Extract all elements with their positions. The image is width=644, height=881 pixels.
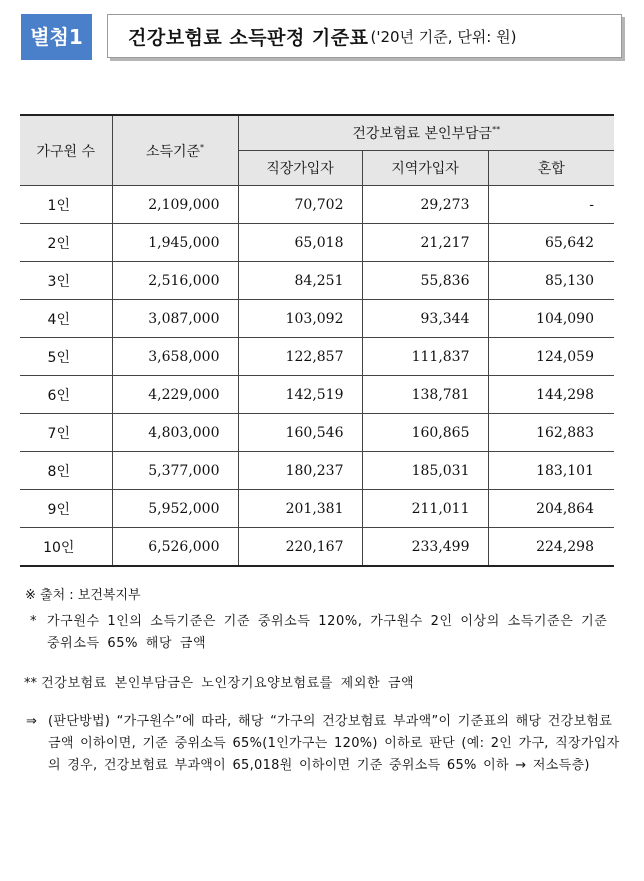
cell-household: 1인: [20, 186, 112, 224]
cell-income: 2,516,000: [112, 262, 238, 300]
footnote-2-mark: **: [24, 676, 37, 691]
arrow-icon: ⇒: [26, 714, 37, 729]
footnote-1: [30, 611, 626, 655]
cell-household: 9인: [20, 490, 112, 528]
cell-household: 7인: [20, 414, 112, 452]
cell-regional: 233,499: [362, 528, 488, 567]
cell-employee: 70,702: [238, 186, 362, 224]
cell-mixed: 204,864: [488, 490, 614, 528]
cell-employee: 220,167: [238, 528, 362, 567]
page-subtitle: ('20년 기준, 단위: 원): [370, 27, 517, 46]
cell-income: 2,109,000: [112, 186, 238, 224]
cell-mixed: 224,298: [488, 528, 614, 567]
cell-household: 10인: [20, 528, 112, 567]
cell-employee: 201,381: [238, 490, 362, 528]
cell-regional: 55,836: [362, 262, 488, 300]
cell-household: 5인: [20, 338, 112, 376]
cell-income: 3,087,000: [112, 300, 238, 338]
cell-mixed: 183,101: [488, 452, 614, 490]
judgement-method-text: (판단방법) “가구원수”에 따라, 해당 “가구의 건강보험료 부과액”이 기준표의 해당 건강보험료 금액 이하이면, 기준 중위소득 65%(1인가구는 120%) 이하로 판단 (예: 2인 가구, 직장가입자의 경우, 건강보험료 부과액이 65,018원 이하이면 기준 중위소득 65% 이하 → 저소득층): [48, 714, 620, 773]
cell-employee: 142,519: [238, 376, 362, 414]
cell-employee: 180,237: [238, 452, 362, 490]
attachment-tag: 별첨1: [21, 14, 92, 60]
cell-income: 1,945,000: [112, 224, 238, 262]
cell-regional: 138,781: [362, 376, 488, 414]
cell-mixed: -: [488, 186, 614, 224]
cell-household: 6인: [20, 376, 112, 414]
cell-regional: 93,344: [362, 300, 488, 338]
cell-employee: 65,018: [238, 224, 362, 262]
header-employee: 직장가입자: [238, 151, 362, 186]
footnote-1-text: 가구원수 1인의 소득기준은 기준 중위소득 120%, 가구원수 2인 이상의 소득기준은 기준 중위소득 65% 해당 금액: [47, 614, 608, 651]
cell-household: 4인: [20, 300, 112, 338]
header-premium-group: 건강보험료 본인부담금**: [238, 115, 614, 151]
cell-mixed: 85,130: [488, 262, 614, 300]
page-header: [21, 14, 624, 60]
cell-mixed: 124,059: [488, 338, 614, 376]
judgement-method-note: [26, 711, 628, 777]
header-regional: 지역가입자: [362, 151, 488, 186]
cell-regional: 211,011: [362, 490, 488, 528]
cell-income: 4,803,000: [112, 414, 238, 452]
table-row: [20, 490, 614, 528]
income-criteria-table: [20, 114, 614, 567]
cell-household: 3인: [20, 262, 112, 300]
cell-income: 4,229,000: [112, 376, 238, 414]
footnote-2-text: 건강보험료 본인부담금은 노인장기요양보험료를 제외한 금액: [41, 676, 415, 691]
table-row: [20, 376, 614, 414]
table-body: [20, 186, 614, 567]
table-row: [20, 414, 614, 452]
cell-mixed: 162,883: [488, 414, 614, 452]
cell-employee: 103,092: [238, 300, 362, 338]
table-row: [20, 186, 614, 224]
table-row: [20, 528, 614, 567]
cell-employee: 122,857: [238, 338, 362, 376]
cell-regional: 21,217: [362, 224, 488, 262]
table-row: [20, 452, 614, 490]
cell-income: 3,658,000: [112, 338, 238, 376]
title-box: [107, 14, 622, 58]
table-row: [20, 338, 614, 376]
table-row: [20, 262, 614, 300]
header-mixed: 혼합: [488, 151, 614, 186]
cell-regional: 111,837: [362, 338, 488, 376]
cell-regional: 29,273: [362, 186, 488, 224]
page-title: 건강보험료 소득판정 기준표: [128, 26, 369, 49]
header-income: 소득기준*: [112, 115, 238, 186]
header-household: 가구원 수: [20, 115, 112, 186]
cell-mixed: 144,298: [488, 376, 614, 414]
footnote-1-mark: *: [30, 614, 37, 629]
table-row: [20, 224, 614, 262]
source-note: ※ 출처 : 보건복지부: [25, 588, 141, 603]
cell-employee: 160,546: [238, 414, 362, 452]
cell-income: 5,952,000: [112, 490, 238, 528]
cell-regional: 185,031: [362, 452, 488, 490]
cell-income: 6,526,000: [112, 528, 238, 567]
cell-mixed: 104,090: [488, 300, 614, 338]
cell-household: 8인: [20, 452, 112, 490]
cell-regional: 160,865: [362, 414, 488, 452]
cell-mixed: 65,642: [488, 224, 614, 262]
footnote-2: [24, 673, 414, 695]
cell-household: 2인: [20, 224, 112, 262]
cell-employee: 84,251: [238, 262, 362, 300]
cell-income: 5,377,000: [112, 452, 238, 490]
table-row: [20, 300, 614, 338]
